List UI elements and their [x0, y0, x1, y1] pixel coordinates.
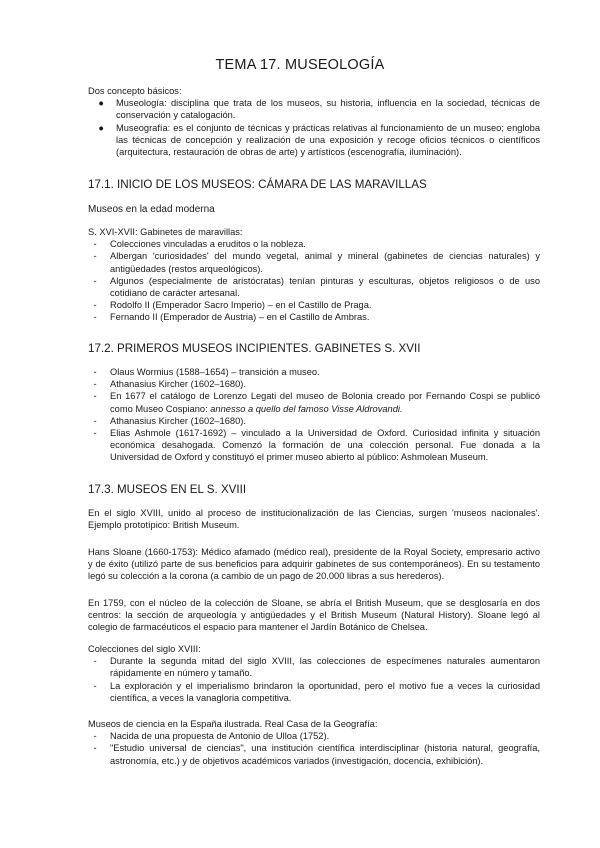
list-item: - Athanasius Kircher (1602–1680).	[88, 378, 540, 390]
dash-marker: -	[93, 275, 97, 286]
dash-marker: -	[93, 731, 97, 742]
dash-marker: -	[93, 251, 97, 262]
bullet-marker: ●	[98, 122, 104, 133]
list-item: - "Estudio universal de ciencias", una institución científica interdisciplinar (historia natural, geografía, astronomía, etc.) y de objetivos académicos variados (investigación, docencia, exhibición).	[88, 742, 540, 766]
list-item: - Colecciones vinculadas a eruditos o la nobleza.	[88, 238, 540, 250]
dash-marker: -	[93, 391, 97, 402]
dash-marker: -	[93, 428, 97, 439]
list-item: - Olaus Wormius (1588–1654) – transición a museo.	[88, 366, 540, 378]
dash-marker: -	[93, 312, 97, 323]
list-item: - Algunos (especialmente de aristócratas) tenían pinturas y esculturas, objetos religiosos o de uso cotidiano de carácter artesanal.	[88, 275, 540, 299]
dash-marker: -	[93, 367, 97, 377]
section-1-list	[88, 238, 540, 323]
section-1-lead: S. XVI-XVII: Gabinetes de maravillas:	[88, 227, 243, 237]
list-item: ● Museología: disciplina que trata de los museos, su historia, influencia en la sociedad, técnicas de conservación y catalogación.	[94, 97, 540, 121]
page-title: TEMA 17. MUSEOLOGÍA	[215, 57, 385, 73]
section-1-block	[88, 226, 540, 324]
dash-marker: -	[93, 239, 97, 250]
dash-marker: -	[93, 743, 97, 754]
italic-quote: annesso a quello del famoso Visse Aldrovandi.	[210, 403, 403, 414]
list-item: - En 1677 el catálogo de Lorenzo Legati del museo de Bolonia creado por Fernando Cospi se publicó como Museo Cospiano: annesso a quello del famoso Visse Aldrovandi.	[88, 390, 540, 414]
section-3-para-1: En el siglo XVIII, unido al proceso de institucionalización de las Ciencias, surgen 'museos nacionales'. Ejemplo prototípico: British Museum.	[88, 508, 540, 531]
dash-marker: -	[93, 680, 97, 691]
section-subheading: Museos en la edad moderna	[88, 204, 215, 215]
section-heading-1: 17.1. INICIO DE LOS MUSEOS: CÁMARA DE LAS MARAVILLAS	[88, 178, 427, 191]
spain-block	[88, 718, 540, 767]
list-item: - La exploración y el imperialismo brindaron la oportunidad, pero el motivo fue a veces la curiosidad científica, a veces la vanagloria competitiva.	[88, 680, 540, 704]
list-item: - Albergan 'curiosidades' del mundo vegetal, animal y mineral (gabinetes de ciencias naturales) y antigüedades (restos arqueológicos).	[88, 250, 540, 274]
list-item: - Durante la segunda mitad del siglo XVIII, las colecciones de especímenes naturales aumentaron rápidamente en número y tamaño.	[88, 655, 540, 679]
dash-marker: -	[93, 415, 97, 426]
section-heading-3: 17.3. MUSEOS EN EL S. XVIII	[88, 483, 247, 496]
list-item: ● Museografía: es el conjunto de técnicas y prácticas relativas al funcionamiento de un museo; engloba las técnicas de concepción y realización de una exposición y recoge oficios técnicos o científicos (arquitectura, restauración de obras de arte) y artísticos (escenografía, iluminación).	[94, 122, 540, 159]
bullet-marker: ●	[98, 98, 104, 109]
section-2-list	[88, 366, 540, 464]
list-item: - Nacida de una propuesta de Antonio de Ulloa (1752).	[88, 730, 540, 742]
section-3-para-2: Hans Sloane (1660-1753): Médico afamado (médico real), presidente de la Royal Society, empresario activo y de éxito (utilizó parte de sus beneficios para adquirir gabinetes de sus contemporáneos). En su testamento legó su colección a la corona (a cambio de un pago de 20.000 libras a sus herederos).	[88, 547, 540, 582]
list-item: - Fernando II (Emperador de Austria) – en el Castillo de Ambras.	[88, 311, 540, 323]
section-2-block	[88, 366, 540, 464]
section-heading-2: 17.2. PRIMEROS MUSEOS INCIPIENTES. GABINETES S. XVII	[88, 342, 421, 355]
collections-block	[88, 643, 540, 704]
spain-lead: Museos de ciencia en la España ilustrada. Real Casa de la Geografía:	[88, 719, 378, 729]
collections-list	[88, 655, 540, 704]
intro-block	[88, 85, 540, 158]
dash-marker: -	[93, 656, 97, 667]
spain-list	[88, 730, 540, 767]
collections-lead: Colecciones del siglo XVIII:	[88, 644, 201, 654]
intro-list	[94, 97, 540, 158]
intro-lead: Dos concepto básicos:	[88, 86, 182, 96]
dash-marker: -	[93, 379, 97, 390]
list-item: - Athanasius Kircher (1602–1680).	[88, 415, 540, 427]
dash-marker: -	[93, 300, 97, 311]
list-item: - Elias Ashmole (1617-1692) – vinculado a la Universidad de Oxford. Curiosidad infinita y situación económica desahogada. Comenzó la formación de una colección personal. Fue donada a la Universidad de Oxford y constituyó el primer museo abierto al público: Ashmolean Museum.	[88, 427, 540, 464]
section-3-para-3: En 1759, con el núcleo de la colección de Sloane, se abría el British Museum, que se desglosaría en dos centros: la sección de arqueología y antigüedades y el British Museum (Natural History). Sloane legó al colegio de farmacéuticos el espacio para mantener el Jardín Botánico de Chelsea.	[88, 598, 540, 633]
list-item: - Rodolfo II (Emperador Sacro Imperio) – en el Castillo de Praga.	[88, 299, 540, 311]
